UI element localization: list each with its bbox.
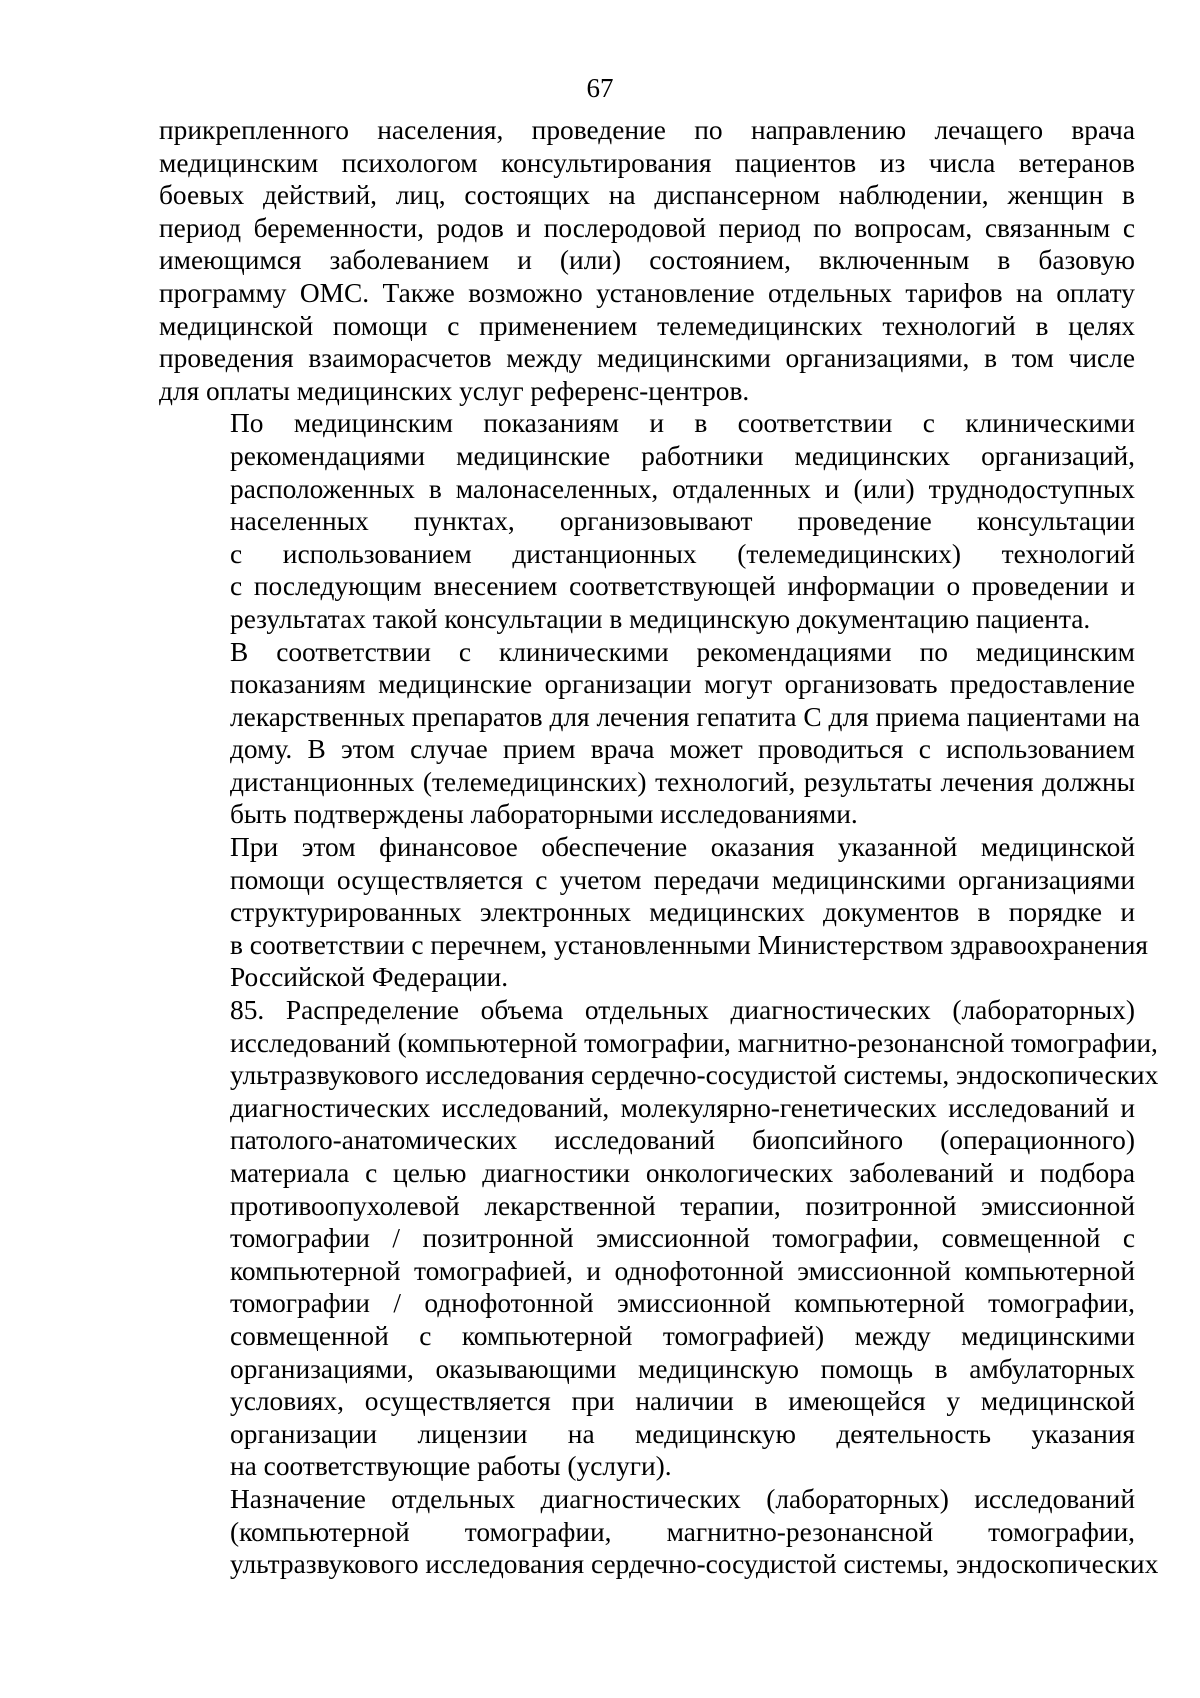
text-line: результатах такой консультации в медицинскую документацию пациента. <box>230 603 1091 634</box>
text-line: Назначение отдельных диагностических (лабораторных) исследований <box>230 1483 1135 1514</box>
text-line: быть подтверждены лабораторными исследованиями. <box>230 799 858 830</box>
page-number: 67 <box>586 73 614 103</box>
text-line: томографии / позитронной эмиссионной томографии, совмещенной с <box>230 1223 1135 1254</box>
text-line: В соответствии с клиническими рекомендациями по медицинским <box>230 636 1135 667</box>
text-line: программу ОМС. Также возможно установление отдельных тарифов на оплату <box>159 277 1135 308</box>
text-line: организации лицензии на медицинскую деятельность указания <box>230 1418 1135 1449</box>
text-line: лекарственных препаратов для лечения гепатита С для приема пациентами на <box>230 701 1140 732</box>
text-line: с использованием дистанционных (телемедицинских) технологий <box>230 538 1135 569</box>
text-line: материала с целью диагностики онкологических заболеваний и подбора <box>230 1158 1135 1188</box>
paragraph <box>159 994 1159 1483</box>
text-line: По медицинским показаниям и в соответствии с клиническими <box>230 408 1135 439</box>
text-line: дистанционных (телемедицинских) технологий, результаты лечения должны <box>230 766 1135 797</box>
text-line: противоопухолевой лекарственной терапии, позитронной эмиссионной <box>230 1190 1135 1221</box>
text-line: расположенных в малонаселенных, отдаленных и (или) труднодоступных <box>230 473 1135 504</box>
text-line: медицинской помощи с применением телемедицинских технологий в целях <box>159 310 1135 341</box>
text-line: рекомендациями медицинские работники медицинских организаций, <box>230 440 1135 471</box>
text-line: ультразвукового исследования сердечно-сосудистой системы, эндоскопических <box>230 1060 1159 1091</box>
text-line: ультразвукового исследования сердечно-сосудистой системы, эндоскопических <box>230 1549 1159 1580</box>
text-line: населенных пунктах, организовывают проведение консультации <box>230 506 1135 537</box>
paragraph <box>159 114 1135 407</box>
text-line: структурированных электронных медицинских документов в порядке и <box>230 897 1135 928</box>
text-line: (компьютерной томографии, магнитно-резонансной томографии, <box>230 1516 1135 1547</box>
text-line: проведения взаиморасчетов между медицинскими организациями, в том числе <box>159 343 1135 374</box>
text-line: для оплаты медицинских услуг референс-центров. <box>159 375 750 406</box>
text-line: диагностических исследований, молекулярно-генетических исследований и <box>230 1092 1135 1123</box>
paragraph <box>159 636 1140 832</box>
text-line: 85. Распределение объема отдельных диагностических (лабораторных) <box>230 995 1135 1026</box>
text-line: в соответствии с перечнем, установленными Министерством здравоохранения <box>230 929 1149 960</box>
text-line: имеющимся заболеванием и (или) состоянием, включенным в базовую <box>159 245 1135 276</box>
text-line: с последующим внесением соответствующей информации о проведении и <box>230 571 1135 602</box>
text-line: При этом финансовое обеспечение оказания указанной медицинской <box>230 832 1135 863</box>
text-line: на соответствующие работы (услуги). <box>230 1451 672 1482</box>
text-line: условиях, осуществляется при наличии в имеющейся у медицинской <box>230 1386 1135 1417</box>
text-line: томографии / однофотонной эмиссионной компьютерной томографии, <box>230 1288 1135 1319</box>
text-line: патолого-анатомических исследований биопсийного (операционного) <box>230 1125 1135 1156</box>
text-line: Российской Федерации. <box>230 962 509 993</box>
text-line: организациями, оказывающими медицинскую помощь в амбулаторных <box>230 1353 1135 1384</box>
paragraph <box>159 407 1135 635</box>
document-body <box>159 114 1159 1581</box>
text-line: прикрепленного населения, проведение по направлению лечащего врача <box>159 115 1135 145</box>
text-line: боевых действий, лиц, состоящих на диспансерном наблюдении, женщин в <box>159 180 1135 211</box>
text-line: помощи осуществляется с учетом передачи медицинскими организациями <box>230 864 1135 895</box>
text-line: медицинским психологом консультирования пациентов из числа ветеранов <box>159 147 1135 178</box>
text-line: показаниям медицинские организации могут организовать предоставление <box>230 669 1135 700</box>
text-line: совмещенной с компьютерной томографией) между медицинскими <box>230 1320 1135 1351</box>
text-line: компьютерной томографией, и однофотонной эмиссионной компьютерной <box>230 1255 1135 1286</box>
paragraph <box>159 831 1149 994</box>
text-line: дому. В этом случае прием врача может проводиться с использованием <box>230 734 1135 765</box>
text-line: исследований (компьютерной томографии, магнитно-резонансной томографии, <box>230 1027 1158 1058</box>
paragraph <box>159 1483 1159 1581</box>
text-line: период беременности, родов и послеродовой период по вопросам, связанным с <box>159 212 1135 243</box>
